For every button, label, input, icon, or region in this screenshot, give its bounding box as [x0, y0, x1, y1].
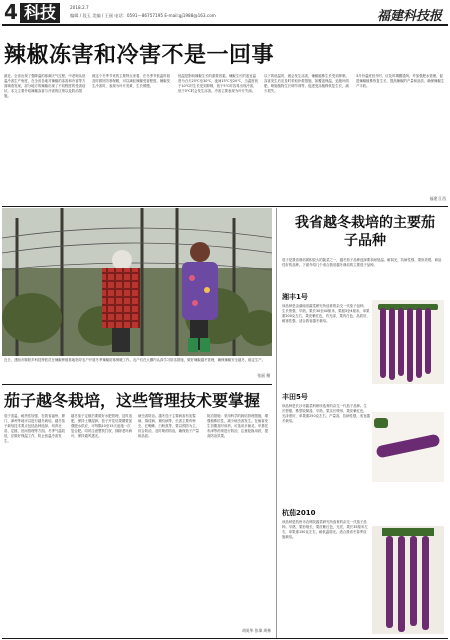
- editor-line: 编辑 / 段玉 美编 / 王丽 电话：0591—86757195 E-mail:gj1988@163.com: [70, 13, 216, 18]
- mid-col-4: 防治措施：采用科学的栽培管理措施，增强植株抗性，减少病虫害发生。在病害发生初期及时用药，可选用多菌灵、甲基托布津等药剂进行防治，注意轮换用药，提高防治效果。: [207, 414, 269, 438]
- variety-2-name: 丰田5号: [282, 393, 308, 401]
- greenhouse-photo: [2, 208, 272, 356]
- sidebar-title: 我省越冬栽培的主要茄子品种: [295, 215, 435, 249]
- lead-author: 福建 江西: [429, 196, 446, 201]
- photo-caption: 近日，建瓯市顺阳乡科技特派员在辣椒种植基地指导农户开展冬季辣椒防寒保暖工作。农户们在大棚内认真学习防冻措施，做好辣椒越冬管理，确保辣椒安全越冬，稳定生产。: [4, 358, 266, 362]
- masthead-logo: 福建科技报: [376, 9, 442, 24]
- issue-date: 2018.2.7: [70, 5, 89, 10]
- variety-2-text: 该品种是长沙市蔬菜科研所选育的杂交一代茄子品种。生长势强，株型较紧凑，早熟，果实长棒形，果皮紫红色，光泽度好，单果重250克左右，产量高，抗病性强，适宜越冬栽培。: [282, 404, 370, 423]
- greenhouse-photo-illustration: [2, 208, 272, 356]
- variety-1-text: 该品种是由湖南省蔬菜研究所选育的杂交一代茄子品种。生长势强，早熟，果长30至40厘米，果粗3至4厘米，单果重200克左右，果皮紫红色，有光泽，果肉白色，品质好，耐寒性强，适合我省越冬栽培。: [282, 304, 370, 323]
- section-label: 科技: [20, 3, 60, 23]
- variety-1-name: 湘丰1号: [282, 293, 308, 301]
- page-number: 4: [4, 0, 18, 24]
- sidebar-intro: 茄子是我省栽培面积较大的蔬菜之一，越冬茄子品种选择要求耐低温、耐弱光、抗病性强、果形美观、商品性好的品种。下面介绍几个适合我省越冬栽培的主要茄子品种。: [282, 258, 442, 267]
- eggplant-photo-2: [372, 412, 444, 482]
- header-rule: [2, 24, 448, 26]
- mid-col-3: 病虫害防治。越冬茄子主要病害有灰霉病、绵疫病、褐纹病等，虫害主要有蚜虫、红蜘蛛、白粉虱等，要以预防为主，综合防治，及时喷药防治，确保茄子产量和品质。: [138, 414, 200, 438]
- variety-3-text: 该品种是杭州市农科院蔬菜研究所选育的杂交一代茄子品种。早熟，果形细长，果皮紫红色，光亮，果长35厘米左右，单果重150克左右，耐低温弱光，适合我省冬春季设施栽培。: [282, 520, 368, 539]
- mid-col-2: 越冬茄子定植后要做好水肥管理，及时追肥，保持土壤湿润。茄子开花结果期要加强肥水供应，可每隔10至15天追施一次复合肥。同时注意整枝打杈，摘除老叶病叶，保持通风透光。: [71, 414, 133, 438]
- lead-col-1: 最近，全省出现了强降温的寒潮天气过程，中老师从低温冷害生产角度，在全省各地对辣椒的冻害和冷害等方面调查发现，部分地方的辣椒出现了不同程度的受害症状。本文主要介绍辣椒冻害与冷害的区别以及防治措施。: [4, 74, 86, 98]
- variety-3-name: 杭茄2010: [282, 509, 316, 517]
- mid-author: 胡英华 张璋 周林: [242, 628, 271, 633]
- mid-col-1: 茄子喜温，耐热性较强，在我省福州、厦门、漳州等地可以进行越冬栽培。越冬茄子栽培技术要点包括品种选择、培育壮苗、定植、田间管理等方面。冬季气温较低，应做好保温工作，防止低温冷害发生。: [4, 414, 66, 443]
- lead-headline: 辣椒冻害和冷害不是一回事: [4, 43, 275, 68]
- photo-credit: 张丽 摄: [257, 373, 270, 378]
- eggplant-photo-1: [372, 300, 444, 384]
- lead-col-3: 低温是影响辣椒生长的重要因素。辣椒生长的适宜温度为白天25℃至30℃，夜间15℃至20℃，当温度低于10℃时生长受到抑制，低于5℃时容易出现冷害，低于0℃时会发生冻害。冷害主要表现为叶片失绿。: [178, 74, 258, 93]
- mid-headline: 茄子越冬栽培，这些管理技术要掌握: [4, 391, 261, 410]
- lead-col-5: 3月份温度回升时，应及时揭膜通风，并加强肥水管理，促进辣椒植株恢复生长，提高辣椒的产量和品质，确保辣椒生产丰收。: [356, 74, 445, 88]
- eggplant-photo-3: [372, 526, 444, 634]
- lead-divider: [2, 206, 448, 207]
- mid-rule: [2, 384, 272, 385]
- footer-rule: [2, 638, 448, 639]
- lead-col-2: 就这个冬季节来的主要特点来看，在冬季节低温时段及时做好防寒保暖，可以减轻辣椒受害程度。辣椒发生冷害时，表现为叶片发黄、生长缓慢。: [92, 74, 170, 88]
- lead-col-4: 以下的低温时，就会发生冻害，辣椒植株生长受到抑制。冻害发生后应及时采取补救措施，如覆盖保温、追施叶面肥、喷施植物生长调节剂等，促进受冻植株恢复生长，减少损失。: [264, 74, 349, 93]
